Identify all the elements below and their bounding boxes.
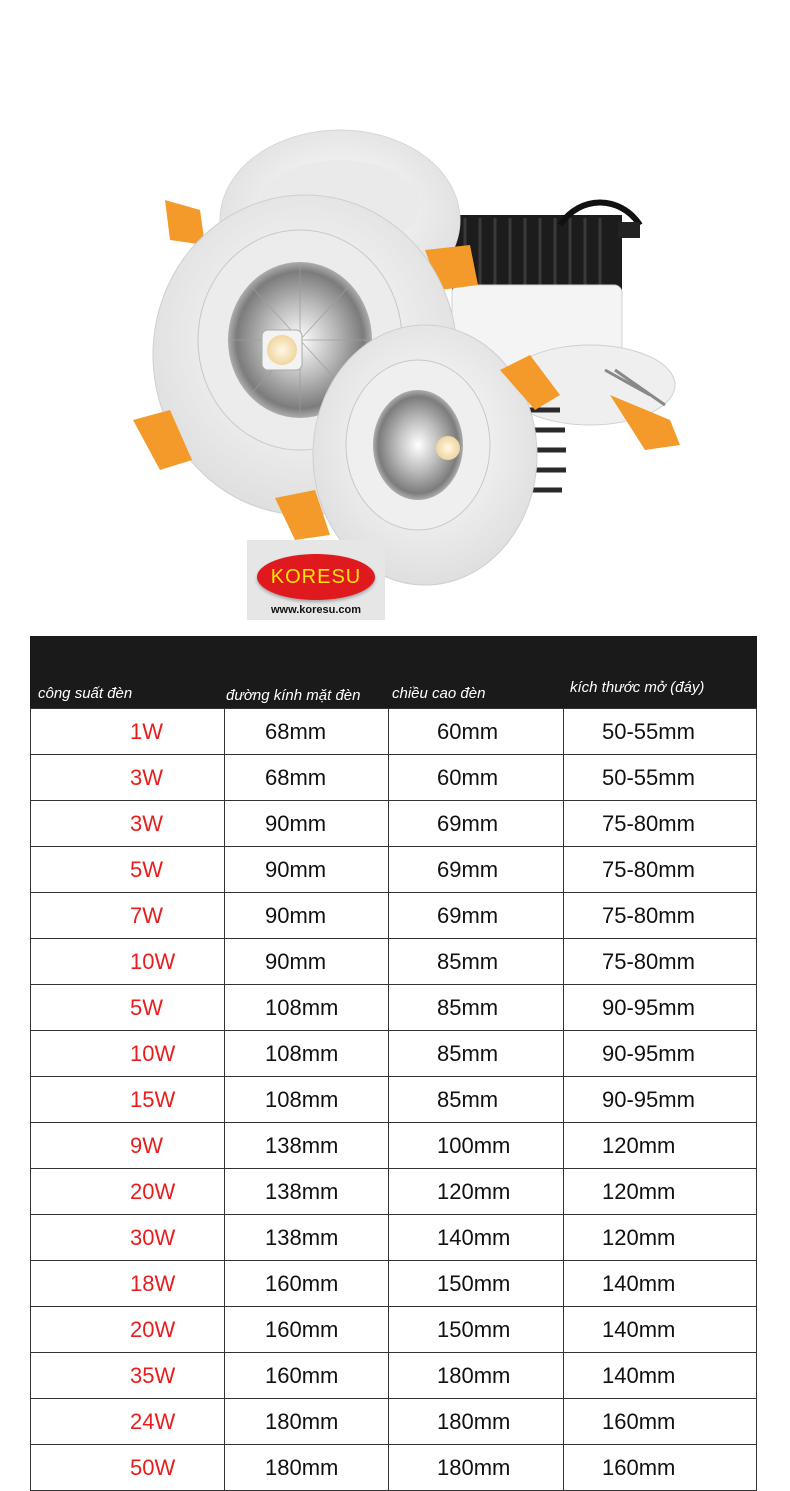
cell-cutout: 75-80mm (602, 856, 695, 882)
table-row (31, 985, 756, 1031)
table-row (31, 755, 756, 801)
cell-diameter: 108mm (225, 985, 389, 1030)
cell-cutout: 50-55mm (602, 764, 695, 790)
cell-diameter: 138mm (225, 1123, 389, 1168)
cell-diameter: 180mm (225, 1445, 389, 1490)
cell-diameter: 90mm (225, 893, 389, 938)
table-row (31, 1123, 756, 1169)
table-row (31, 1215, 756, 1261)
cell-diameter: 108mm (225, 1031, 389, 1076)
logo-url: www.koresu.com (270, 604, 362, 616)
cell-height: 60mm (389, 709, 564, 754)
spec-table (30, 636, 757, 1491)
product-photo (0, 0, 790, 630)
table-row (31, 939, 756, 985)
cell-power: 5W (31, 985, 225, 1030)
cell-power: 7W (31, 893, 225, 938)
table-row (31, 1261, 756, 1307)
table-row (31, 708, 756, 755)
cell-cutout: 140mm (602, 1362, 676, 1388)
logo-brand: KORESU (270, 565, 362, 588)
cell-height: 85mm (389, 1077, 564, 1122)
cell-cutout: 140mm (602, 1316, 676, 1342)
cell-power: 20W (31, 1307, 225, 1352)
cell-power: 9W (31, 1123, 225, 1168)
table-row (31, 1399, 756, 1445)
table-row (31, 1077, 756, 1123)
cell-height: 85mm (389, 939, 564, 984)
table-row (31, 1445, 756, 1491)
table-row (31, 1169, 756, 1215)
cell-height: 100mm (389, 1123, 564, 1168)
cell-diameter: 160mm (225, 1353, 389, 1398)
cell-power: 35W (31, 1353, 225, 1398)
cell-diameter: 138mm (225, 1169, 389, 1214)
cell-cutout: 90-95mm (602, 994, 695, 1020)
cell-height: 180mm (389, 1445, 564, 1490)
cell-height: 85mm (389, 1031, 564, 1076)
header-height: chiều cao đèn (392, 685, 486, 702)
cell-height: 120mm (389, 1169, 564, 1214)
cell-height: 69mm (389, 893, 564, 938)
cell-power: 1W (31, 709, 225, 754)
cell-cutout: 75-80mm (602, 902, 695, 928)
cell-power: 50W (31, 1445, 225, 1490)
cell-height: 180mm (389, 1353, 564, 1398)
header-power: công suất đèn (38, 685, 133, 702)
cell-power: 3W (31, 801, 225, 846)
cell-cutout: 50-55mm (602, 718, 695, 744)
cell-diameter: 68mm (225, 755, 389, 800)
cell-cutout: 120mm (602, 1224, 676, 1250)
cell-cutout: 75-80mm (602, 810, 695, 836)
cell-diameter: 138mm (225, 1215, 389, 1260)
cell-power: 24W (31, 1399, 225, 1444)
table-row (31, 1031, 756, 1077)
table-row (31, 847, 756, 893)
cell-power: 18W (31, 1261, 225, 1306)
cell-diameter: 90mm (225, 847, 389, 892)
cell-cutout: 160mm (602, 1454, 676, 1480)
table-row (31, 1307, 756, 1353)
cell-power: 15W (31, 1077, 225, 1122)
cell-height: 69mm (389, 847, 564, 892)
cell-power: 20W (31, 1169, 225, 1214)
cell-diameter: 180mm (225, 1399, 389, 1444)
table-row (31, 893, 756, 939)
cell-height: 140mm (389, 1215, 564, 1260)
cell-diameter: 68mm (225, 709, 389, 754)
table-row (31, 801, 756, 847)
cell-diameter: 90mm (225, 939, 389, 984)
cell-diameter: 108mm (225, 1077, 389, 1122)
cell-cutout: 90-95mm (602, 1040, 695, 1066)
cell-cutout: 120mm (602, 1132, 676, 1158)
header-cutout: kích thước mở (đáy) (570, 679, 705, 696)
spec-table-body (30, 708, 757, 1491)
cell-cutout: 140mm (602, 1270, 676, 1296)
cell-diameter: 160mm (225, 1261, 389, 1306)
cell-power: 10W (31, 939, 225, 984)
cell-power: 3W (31, 755, 225, 800)
cell-power: 5W (31, 847, 225, 892)
cell-cutout: 75-80mm (602, 948, 695, 974)
cell-height: 85mm (389, 985, 564, 1030)
logo-oval (257, 554, 375, 600)
cell-height: 150mm (389, 1307, 564, 1352)
cell-diameter: 160mm (225, 1307, 389, 1352)
table-row (31, 1353, 756, 1399)
cell-power: 30W (31, 1215, 225, 1260)
cell-height: 69mm (389, 801, 564, 846)
koresu-logo (247, 540, 385, 620)
cell-height: 60mm (389, 755, 564, 800)
cell-power: 10W (31, 1031, 225, 1076)
cell-height: 150mm (389, 1261, 564, 1306)
spec-table-header (30, 636, 757, 708)
header-diameter: đường kính mặt đèn (226, 687, 361, 704)
cell-cutout: 160mm (602, 1408, 676, 1434)
cell-diameter: 90mm (225, 801, 389, 846)
cell-height: 180mm (389, 1399, 564, 1444)
cell-cutout: 90-95mm (602, 1086, 695, 1112)
cell-cutout: 120mm (602, 1178, 676, 1204)
